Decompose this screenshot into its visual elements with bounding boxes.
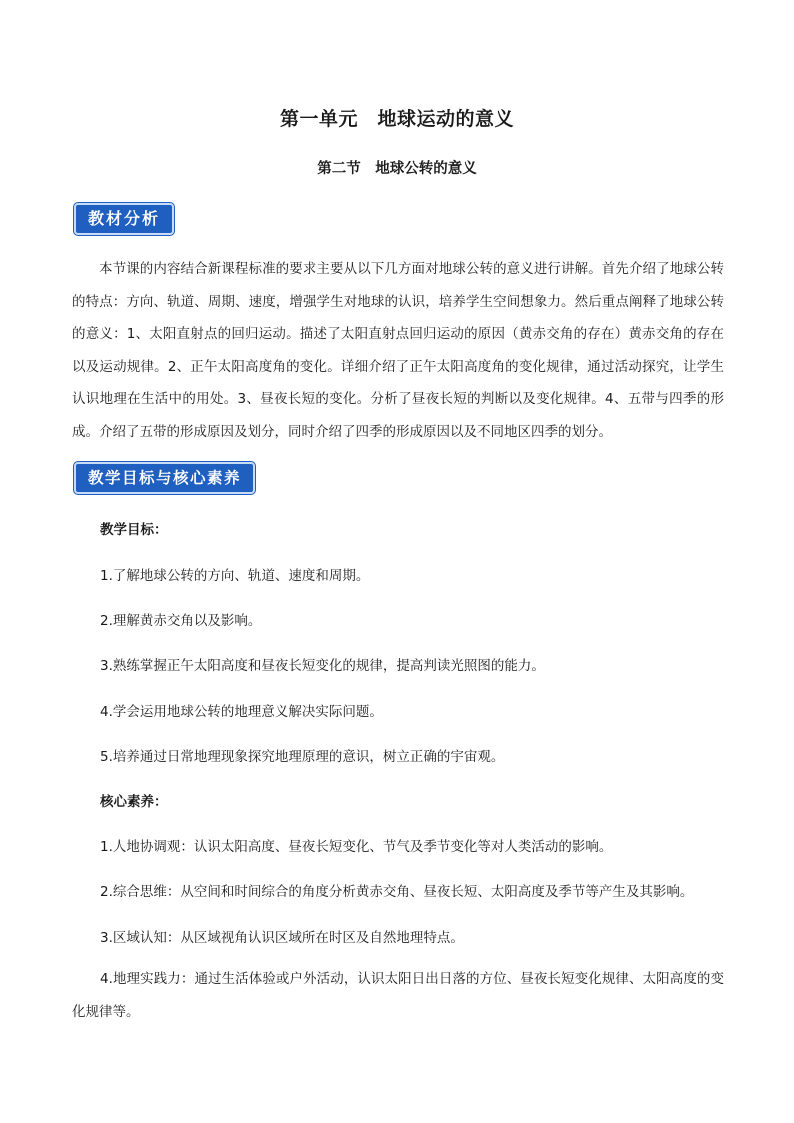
literacy-item: 4.地理实践力：通过生活体验或户外活动，认识太阳日出日落的方位、昼夜长短变化规律、太阳高度的变化规律等。 xyxy=(72,971,724,1020)
goal-item: 2.理解黄赤交角以及影响。 xyxy=(100,613,262,629)
heading-badge-goals-literacy: 教学目标与核心素养 xyxy=(74,462,255,494)
literacy-item: 3.区域认知：从区域视角认识区域所在时区及自然地理特点。 xyxy=(100,930,464,946)
goal-item: 3.熟练掌握正午太阳高度和昼夜长短变化的规律，提高判读光照图的能力。 xyxy=(100,658,545,674)
goal-item: 4.学会运用地球公转的地理意义解决实际问题。 xyxy=(100,704,383,720)
goals-label: 教学目标： xyxy=(100,522,168,538)
section-subtitle: 第二节 地球公转的意义 xyxy=(317,160,477,177)
literacy-label: 核心素养： xyxy=(100,794,168,810)
goal-item: 5.培养通过日常地理现象探究地理原理的意识，树立正确的宇宙观。 xyxy=(100,749,505,765)
heading-badge-textbook-analysis: 教材分析 xyxy=(74,203,174,235)
literacy-item: 2.综合思维：从空间和时间综合的角度分析黄赤交角、昼夜长短、太阳高度及季节等产生及其影响。 xyxy=(100,884,694,900)
literacy-item: 1.人地协调观：认识太阳高度、昼夜长短变化、节气及季节变化等对人类活动的影响。 xyxy=(100,839,613,855)
goal-item: 1.了解地球公转的方向、轨道、速度和周期。 xyxy=(100,568,370,584)
analysis-paragraph: 本节课的内容结合新课程标准的要求主要从以下几方面对地球公转的意义进行讲解。首先介绍了地球公转的特点：方向、轨道、周期、速度，增强学生对地球的认识，培养学生空间想象力。然后重点阐释了地球公转的意义：1、太阳直射点的回归运动。描述了太阳直射点回归运动的原因（黄赤交角的存在）黄赤交角的存在以及运动规律。2、正午太阳高度角的变化。详细介绍了正午太阳高度角的变化规律，通过活动探究，让学生认识地理在生活中的用处。3、昼夜长短的变化。分析了昼夜长短的判断以及变化规律。4、五带与四季的形成。介绍了五带的形成原因及划分，同时介绍了四季的形成原因以及不同地区四季的划分。 xyxy=(72,261,724,440)
page-title: 第一单元 地球运动的意义 xyxy=(279,108,514,130)
